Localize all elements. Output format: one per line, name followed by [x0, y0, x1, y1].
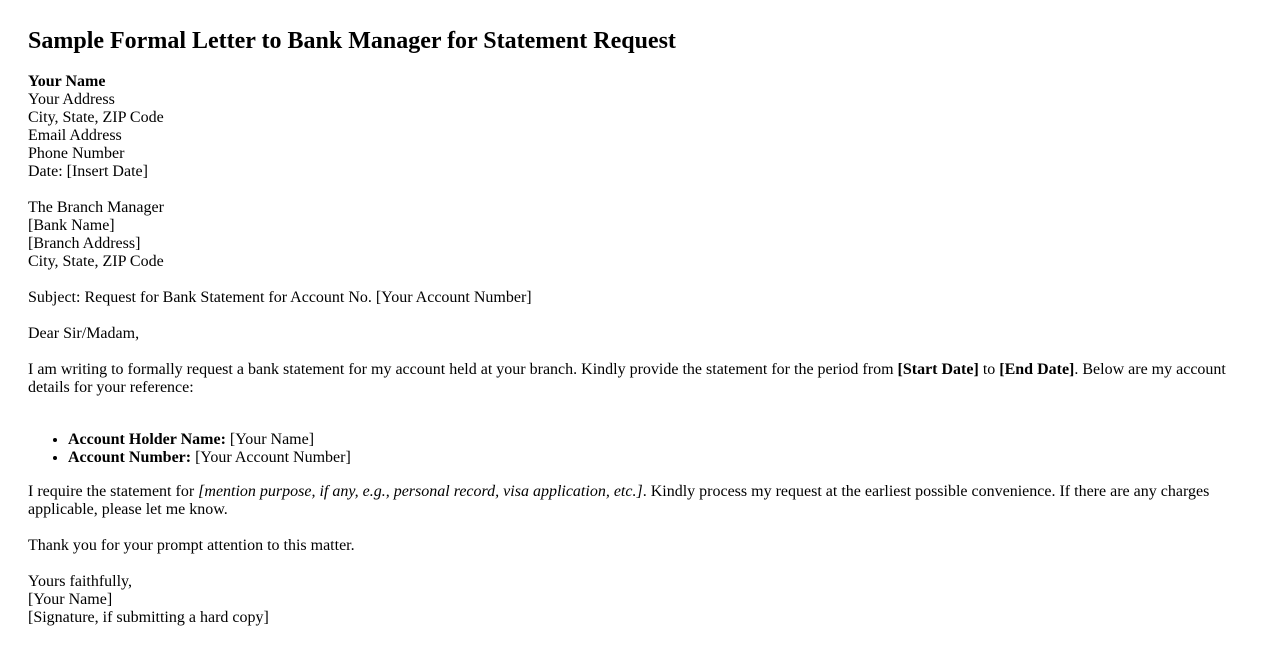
start-date-placeholder: [Start Date] — [897, 361, 979, 378]
list-item — [68, 449, 1250, 467]
recipient-block — [28, 199, 1250, 271]
end-date-placeholder: [End Date] — [999, 361, 1075, 378]
thanks-paragraph: Thank you for your prompt attention to this matter. — [28, 537, 355, 554]
sender-email: Email Address — [28, 127, 122, 144]
closing-signature: [Signature, if submitting a hard copy] — [28, 609, 269, 626]
detail-value: [Your Name] — [225, 431, 315, 448]
body-text: I require the statement for — [28, 483, 199, 500]
sender-phone: Phone Number — [28, 145, 125, 162]
body-text: . Kindly process my request at the earliest possible convenience. If there are any charges applicable, please let me know. — [28, 483, 1210, 518]
closing-block — [28, 573, 1250, 627]
body-text: to — [978, 361, 1000, 378]
purpose-placeholder: [mention purpose, if any, e.g., personal record, visa application, etc.] — [198, 483, 643, 500]
recipient-branch-address: [Branch Address] — [28, 235, 141, 252]
recipient-bank: [Bank Name] — [28, 217, 115, 234]
closing-name: [Your Name] — [28, 591, 113, 608]
sender-name: Your Name — [28, 73, 106, 90]
page-title: Sample Formal Letter to Bank Manager for Statement Request — [28, 28, 676, 54]
body-text: . Below are my account details for your reference: — [28, 361, 1226, 396]
detail-label: Account Number: — [68, 449, 192, 466]
list-item — [68, 431, 1250, 449]
account-details-list — [28, 431, 1250, 467]
body-paragraph-purpose — [28, 483, 1250, 519]
detail-value: [Your Account Number] — [191, 449, 351, 466]
salutation: Dear Sir/Madam, — [28, 325, 140, 342]
sender-city: City, State, ZIP Code — [28, 109, 164, 126]
letter-date: Date: [Insert Date] — [28, 163, 148, 180]
valediction: Yours faithfully, — [28, 573, 133, 590]
detail-label: Account Holder Name: — [68, 431, 226, 448]
sender-address: Your Address — [28, 91, 115, 108]
recipient-title: The Branch Manager — [28, 199, 164, 216]
sender-block — [28, 73, 1250, 181]
body-paragraph-request — [28, 361, 1250, 397]
recipient-city: City, State, ZIP Code — [28, 253, 164, 270]
subject-line: Subject: Request for Bank Statement for Account No. [Your Account Number] — [28, 289, 532, 306]
body-text: I am writing to formally request a bank statement for my account held at your branch. Kindly provide the statement for the period from — [28, 361, 898, 378]
